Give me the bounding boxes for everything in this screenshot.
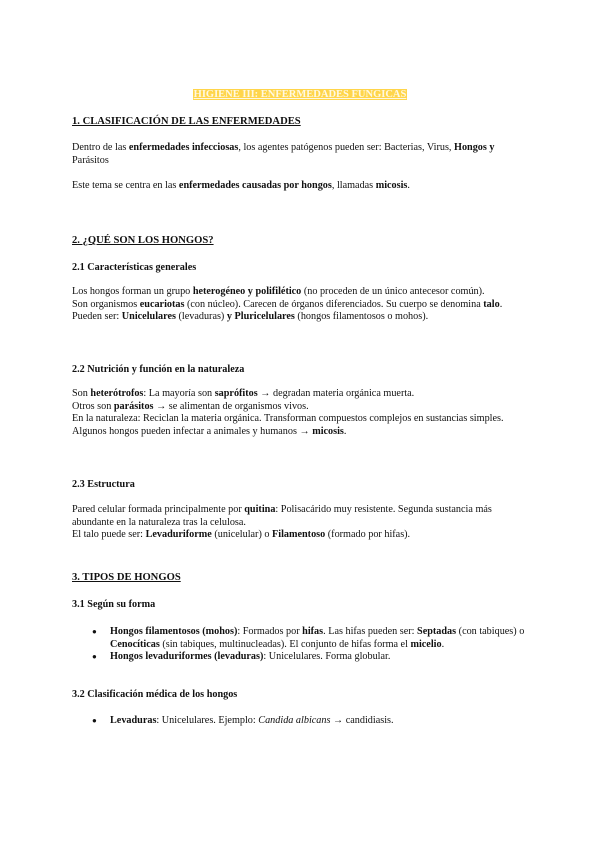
s2-1-text [72, 286, 532, 324]
s2-3-line-1: Pared celular formada principalmente por quitina: Polisacárido muy resistente. Segunda sustancia más abundante en la naturaleza tras la celulosa. [72, 504, 492, 528]
s2-1-line-2: Son organismos eucariotas (con núcleo). Carecen de órganos diferenciados. Su cuerpo se denomina talo. [72, 298, 503, 310]
s2-2-text [72, 388, 532, 438]
document-title: HIGIENE III: ENFERMEDADES FUNGICAS [193, 89, 407, 100]
s1-paragraph-2: Este tema se centra en las enfermedades causadas por hongos, llamadas micosis. [72, 180, 410, 191]
subsection-3-2-heading: 3.2 Clasificación médica de los hongos [72, 689, 238, 700]
s2-2-line-3: En la naturaleza: Reciclan la materia orgánica. Transforman compuestos complejos en sustancias simples. [72, 413, 504, 425]
subsection-2-2-heading: 2.2 Nutrición y función en la naturaleza [72, 364, 245, 375]
s2-2-line-4: Algunos hongos pueden infectar a animales y humanos → micosis. [72, 425, 347, 437]
list-item: ● Hongos filamentosos (mohos): Formados por hifas. Las hifas pueden ser: Septadas (con tabiques) o Cenocíticas (sin tabiques, multinucleadas). El conjunto de hifas forma el micelio. [92, 626, 532, 651]
section-3-heading: 3. TIPOS DE HONGOS [72, 572, 181, 583]
list-item: ● Hongos levaduriformes (levaduras): Unicelulares. Forma globular. [92, 651, 532, 664]
s2-1-line-3: Pueden ser: Unicelulares (levaduras) y Pluricelulares (hongos filamentosos o mohos). [72, 311, 429, 323]
list-item: ● Levaduras: Unicelulares. Ejemplo: Candida albicans → candidiasis. [92, 715, 532, 728]
s2-3-text [72, 504, 532, 542]
s2-1-line-1: Los hongos forman un grupo heterogéneo y polifilético (no proceden de un único antecesor común). [72, 286, 485, 297]
subsection-3-1-heading: 3.1 Según su forma [72, 599, 156, 610]
s2-2-line-1: Son heterótrofos: La mayoría son saprófitos → degradan materia orgánica muerta. [72, 388, 415, 399]
s3-2-list [92, 715, 532, 728]
section-1-heading: 1. CLASIFICACIÓN DE LAS ENFERMEDADES [72, 116, 301, 127]
s2-2-line-2: Otros son parásitos → se alimentan de organismos vivos. [72, 400, 309, 412]
subsection-2-3-heading: 2.3 Estructura [72, 479, 135, 490]
s3-1-list [92, 626, 532, 664]
s2-3-line-2: El talo puede ser: Levaduriforme (unicelular) o Filamentoso (formado por hifas). [72, 529, 411, 541]
s1-paragraph-1: Dentro de las enfermedades infecciosas, los agentes patógenos pueden ser: Bacterias, Virus, Hongos y Parásitos [72, 142, 495, 166]
subsection-2-1-heading: 2.1 Características generales [72, 262, 197, 273]
section-2-heading: 2. ¿QUÉ SON LOS HONGOS? [72, 235, 214, 246]
